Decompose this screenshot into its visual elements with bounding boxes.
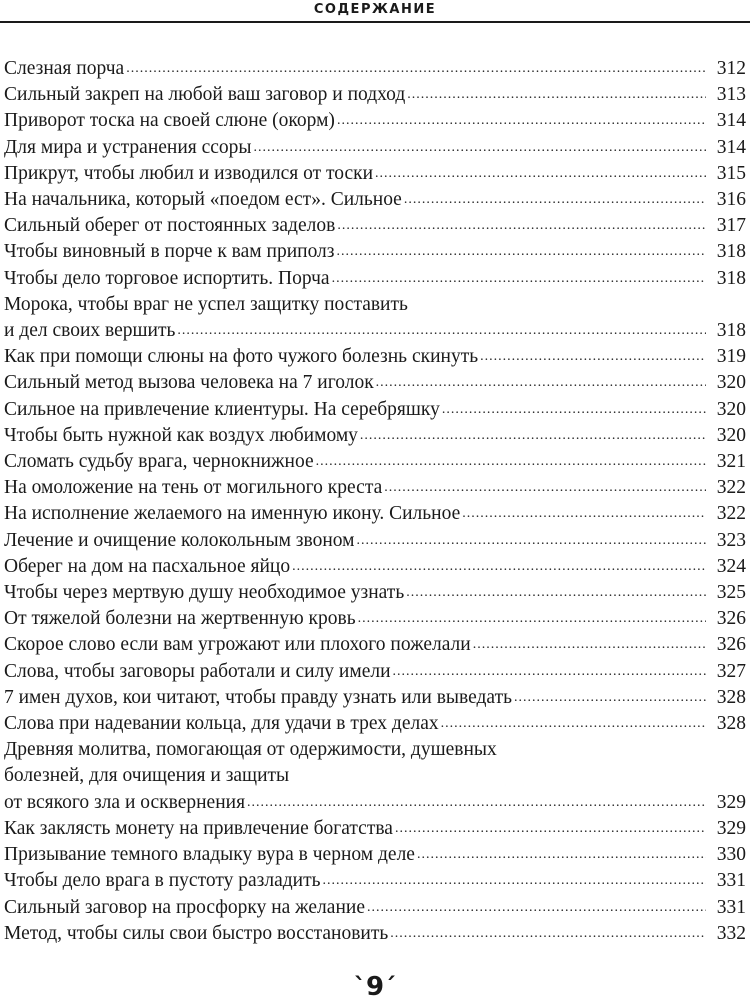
toc-entry — [4, 82, 746, 108]
toc-leader-dots — [441, 717, 706, 737]
toc-entry — [4, 528, 746, 554]
toc-entry-page: 325 — [716, 582, 746, 604]
toc-entry-title: 7 имен духов, кои читают, чтобы правду узнать или выведать — [4, 686, 512, 708]
toc-entry-page: 318 — [716, 267, 746, 289]
toc-entry-title: от всякого зла и осквернения — [4, 791, 246, 813]
toc-entry-page: 331 — [716, 870, 746, 892]
toc-entry-page: 326 — [716, 634, 746, 656]
toc-entry-title: Оберег на дом на пасхальное яйцо — [4, 555, 291, 577]
toc-entry-page: 318 — [716, 241, 746, 263]
toc-entry-title: На омоложение на тень от могильного креста — [4, 477, 383, 499]
toc-entry-last-line — [4, 528, 746, 554]
toc-entry-last-line — [4, 239, 746, 265]
page-number-left-mark: ` — [353, 973, 366, 1001]
toc-entry-title: Приворот тоска на своей слюне (окорм) — [4, 110, 335, 132]
toc-entry-last-line — [4, 344, 746, 370]
toc-leader-dots — [254, 141, 706, 161]
toc-entry-page: 319 — [716, 346, 746, 368]
toc-entry-page: 326 — [716, 608, 746, 630]
toc-entry — [4, 895, 746, 921]
toc-leader-dots — [404, 193, 706, 213]
toc-entry-title: Сильный метод вызова человека на 7 иголок — [4, 372, 374, 394]
toc-entry — [4, 580, 746, 606]
toc-entry-title: Лечение и очищение колокольным звоном — [4, 529, 355, 551]
toc-leader-dots — [337, 246, 707, 266]
toc-entry-title: Как при помощи слюны на фото чужого болезнь скинуть — [4, 346, 479, 368]
toc-entry — [4, 475, 746, 501]
toc-entry — [4, 423, 746, 449]
toc-entry — [4, 659, 746, 685]
toc-entry-title: Сильный закреп на любой ваш заговор и подход — [4, 84, 406, 106]
toc-entry-last-line — [4, 659, 746, 685]
toc-leader-dots — [406, 586, 706, 606]
toc-entry-title-line: Древняя молитва, помогающая от одержимости, душевных — [4, 739, 497, 761]
toc-entry-page: 323 — [716, 529, 746, 551]
toc-entry-page: 329 — [716, 791, 746, 813]
toc-entry-last-line — [4, 475, 746, 501]
toc-leader-dots — [395, 822, 706, 842]
toc-entry-page: 313 — [716, 84, 746, 106]
toc-leader-dots — [375, 167, 706, 187]
page-number-right-mark: ´ — [384, 973, 397, 1001]
toc-leader-dots — [247, 796, 706, 816]
toc-entry-last-line — [4, 685, 746, 711]
toc-entry-page: 324 — [716, 555, 746, 577]
page-number-value: 9 — [365, 972, 385, 1002]
toc-entry-page: 315 — [716, 162, 746, 184]
toc-entry-last-line — [4, 318, 746, 344]
toc-entry-title-line: Морока, чтобы враг не успел защитку поставить — [4, 293, 408, 315]
toc-leader-dots — [337, 115, 706, 135]
toc-entry — [4, 606, 746, 632]
toc-leader-dots — [292, 560, 706, 580]
toc-entry — [4, 213, 746, 239]
toc-entry-last-line — [4, 868, 746, 894]
toc-entry-page: 317 — [716, 215, 746, 237]
toc-entry — [4, 292, 746, 344]
toc-entry-last-line — [4, 213, 746, 239]
toc-entry-page: 322 — [716, 503, 746, 525]
toc-entry — [4, 187, 746, 213]
toc-entry-title: Как заклясть монету на привлечение богатства — [4, 817, 393, 839]
toc-leader-dots — [357, 534, 707, 554]
toc-entry-last-line — [4, 161, 746, 187]
toc-leader-dots — [337, 219, 706, 239]
toc-entry-title: Слезная порча — [4, 58, 125, 79]
toc-entry-title: Чтобы через мертвую душу необходимое узнать — [4, 582, 405, 604]
toc-leader-dots — [360, 429, 706, 449]
toc-entry-page: 328 — [716, 713, 746, 735]
toc-entry — [4, 711, 746, 737]
toc-entry-last-line — [4, 370, 746, 396]
toc-entry — [4, 370, 746, 396]
toc-entry-last-line — [4, 842, 746, 868]
page-number — [0, 972, 750, 1002]
toc-entry-title: Сильное на привлечение клиентуры. На серебряшку — [4, 398, 440, 420]
toc-entry-page: 321 — [716, 451, 746, 473]
toc-entry-page: 314 — [716, 136, 746, 158]
toc-entry-title-line: болезней, для очищения и защиты — [4, 765, 290, 787]
running-header — [0, 0, 750, 24]
toc-entry — [4, 266, 746, 292]
toc-entry-title: Слова при надевании кольца, для удачи в трех делах — [4, 713, 439, 735]
toc-entry — [4, 56, 746, 82]
toc-entry — [4, 632, 746, 658]
toc-entry-title: Скорое слово если вам угрожают или плохого пожелали — [4, 634, 471, 656]
toc-entry-page: 318 — [716, 320, 746, 342]
toc-entry-last-line — [4, 895, 746, 921]
toc-entry-page: 328 — [716, 686, 746, 708]
toc-entry-title: На исполнение желаемого на именную икону. Сильное — [4, 503, 461, 525]
toc-entry-last-line — [4, 56, 746, 82]
toc-leader-dots — [384, 481, 706, 501]
toc-leader-dots — [358, 612, 706, 632]
toc-leader-dots — [177, 324, 706, 344]
toc-entry-page: 332 — [716, 922, 746, 944]
toc-entry-last-line — [4, 606, 746, 632]
toc-entry — [4, 685, 746, 711]
table-of-contents — [4, 56, 746, 947]
toc-entry-title: На начальника, который «поедом ест». Сильное — [4, 189, 402, 211]
toc-entry-title: Чтобы быть нужной как воздух любимому — [4, 424, 358, 446]
toc-entry-last-line — [4, 921, 746, 947]
toc-leader-dots — [126, 62, 706, 82]
toc-entry-title: От тяжелой болезни на жертвенную кровь — [4, 608, 356, 630]
toc-entry-page: 331 — [716, 896, 746, 918]
toc-entry-title: Чтобы виновный в порче к вам приполз — [4, 241, 335, 263]
toc-leader-dots — [480, 350, 706, 370]
toc-entry-last-line — [4, 187, 746, 213]
toc-leader-dots — [316, 455, 706, 475]
toc-entry — [4, 816, 746, 842]
toc-entry-title: и дел своих вершить — [4, 320, 176, 342]
toc-entry-page: 327 — [716, 660, 746, 682]
toc-entry-title: Для мира и устранения ссоры — [4, 136, 252, 158]
toc-entry-last-line — [4, 397, 746, 423]
toc-entry — [4, 921, 746, 947]
toc-entry-last-line — [4, 423, 746, 449]
toc-entry-title: Метод, чтобы силы свои быстро восстановить — [4, 922, 389, 944]
toc-leader-dots — [376, 377, 706, 397]
toc-leader-dots — [473, 639, 706, 659]
toc-entry — [4, 449, 746, 475]
toc-leader-dots — [417, 848, 706, 868]
toc-entry-last-line — [4, 108, 746, 134]
toc-entry-title: Прикрут, чтобы любил и изводился от тоски — [4, 162, 374, 184]
toc-entry-page: 320 — [716, 398, 746, 420]
toc-entry-last-line — [4, 816, 746, 842]
toc-entry — [4, 161, 746, 187]
toc-entry-title: Чтобы дело врага в пустоту разладить — [4, 870, 321, 892]
toc-entry-page: 330 — [716, 844, 746, 866]
toc-entry-page: 320 — [716, 372, 746, 394]
toc-entry — [4, 239, 746, 265]
toc-entry-page: 316 — [716, 189, 746, 211]
toc-entry-page: 312 — [716, 58, 746, 79]
toc-leader-dots — [462, 508, 706, 528]
toc-entry — [4, 344, 746, 370]
toc-entry-last-line — [4, 554, 746, 580]
toc-entry — [4, 842, 746, 868]
toc-entry — [4, 501, 746, 527]
toc-leader-dots — [390, 927, 706, 947]
toc-entry-last-line — [4, 501, 746, 527]
toc-entry-page: 322 — [716, 477, 746, 499]
toc-entry-last-line — [4, 82, 746, 108]
toc-leader-dots — [442, 403, 706, 423]
toc-leader-dots — [367, 901, 706, 921]
toc-entry-last-line — [4, 135, 746, 161]
toc-entry — [4, 868, 746, 894]
toc-entry-title: Чтобы дело торговое испортить. Порча — [4, 267, 330, 289]
toc-entry — [4, 737, 746, 816]
toc-entry — [4, 397, 746, 423]
toc-entry-title: Призывание темного владыку вура в черном деле — [4, 844, 415, 866]
toc-entry-last-line — [4, 790, 746, 816]
toc-entry-last-line — [4, 449, 746, 475]
toc-entry-page: 329 — [716, 817, 746, 839]
toc-entry-title: Сильный оберег от постоянных заделов — [4, 215, 336, 237]
header-rule — [0, 21, 750, 23]
toc-leader-dots — [332, 272, 706, 292]
toc-entry-page: 314 — [716, 110, 746, 132]
toc-entry-last-line — [4, 632, 746, 658]
toc-entry-page: 320 — [716, 424, 746, 446]
toc-entry — [4, 135, 746, 161]
toc-leader-dots — [323, 875, 707, 895]
toc-entry-title: Слова, чтобы заговоры работали и силу имели — [4, 660, 391, 682]
toc-leader-dots — [514, 691, 706, 711]
toc-leader-dots — [393, 665, 706, 685]
header-title: СОДЕРЖАНИЕ — [313, 2, 437, 17]
toc-entry — [4, 108, 746, 134]
toc-entry-last-line — [4, 580, 746, 606]
toc-entry — [4, 554, 746, 580]
toc-entry-last-line — [4, 711, 746, 737]
toc-entry-title: Сломать судьбу врага, чернокнижное — [4, 451, 314, 473]
toc-leader-dots — [407, 88, 706, 108]
toc-entry-title: Сильный заговор на просфорку на желание — [4, 896, 365, 918]
toc-entry-last-line — [4, 266, 746, 292]
